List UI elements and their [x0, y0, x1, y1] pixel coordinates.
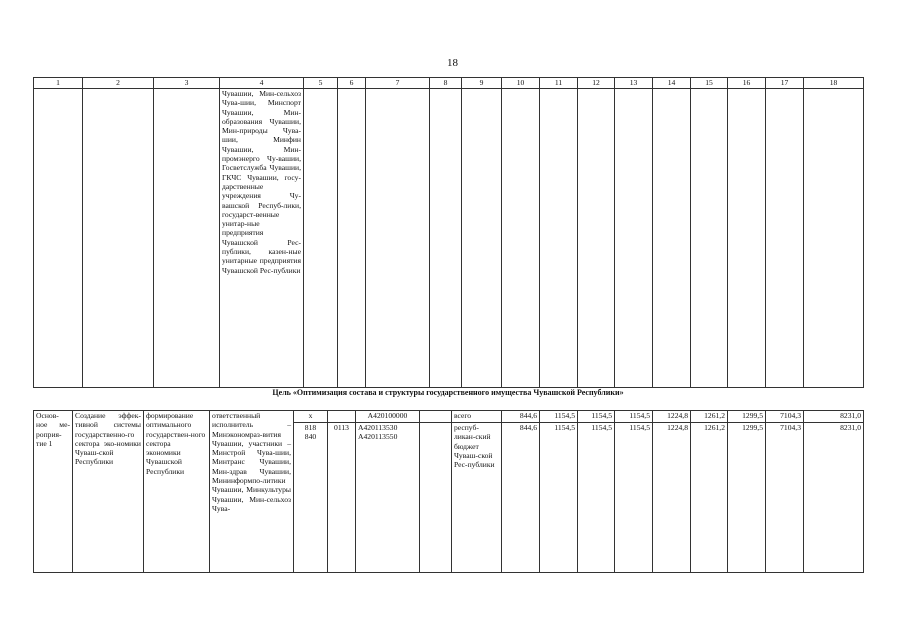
cell — [462, 89, 502, 388]
col-header: 13 — [615, 78, 653, 89]
col-header: 15 — [691, 78, 728, 89]
col-header: 7 — [366, 78, 430, 89]
section-code: 0113 — [328, 423, 356, 573]
col-header: 3 — [154, 78, 220, 89]
col-header: 17 — [766, 78, 804, 89]
section-code — [328, 411, 356, 423]
value-cell: 1224,8 — [653, 411, 691, 423]
table-main-activity — [33, 410, 864, 573]
value-cell: 1154,5 — [578, 423, 615, 573]
activity-label: Основ-ное ме-роприя-тие 1 — [34, 411, 73, 573]
activity-name: Создание эффек-тивной системы государственно-го сектора эко-номики Чуваш-ской Республики — [73, 411, 144, 573]
col-header: 8 — [430, 78, 462, 89]
value-cell: 8231,0 — [804, 411, 864, 423]
col-header: 10 — [502, 78, 540, 89]
cell — [338, 89, 366, 388]
cell — [34, 89, 83, 388]
value-cell: 1154,5 — [615, 411, 653, 423]
col-header: 1 — [34, 78, 83, 89]
col-header: 11 — [540, 78, 578, 89]
goal-heading: Цель «Оптимизация состава и структуры государственного имущества Чувашской Республики» — [272, 388, 624, 397]
activity-goal: формирование оптимального государствен-ного сектора экономики Чувашской Республики — [144, 411, 210, 573]
grbs-code — [294, 423, 328, 573]
value-cell: 1154,5 — [540, 423, 578, 573]
target-article-2: А420113550 — [358, 432, 398, 442]
col-header: 16 — [728, 78, 766, 89]
target-article: А420100000 — [356, 411, 420, 423]
cell — [304, 89, 338, 388]
cell — [366, 89, 430, 388]
value-cell: 1154,5 — [540, 411, 578, 423]
cell — [691, 89, 728, 388]
value-cell: 1299,5 — [728, 411, 766, 423]
cell — [728, 89, 766, 388]
cell — [154, 89, 220, 388]
value-cell: 1261,2 — [691, 411, 728, 423]
grbs-code: х — [294, 411, 328, 423]
expense-type — [420, 411, 452, 423]
cell — [430, 89, 462, 388]
value-cell: 7104,3 — [766, 423, 804, 573]
target-article-1: А420113530 — [358, 423, 398, 432]
col-header: 9 — [462, 78, 502, 89]
value-cell: 1154,5 — [615, 423, 653, 573]
col-header: 2 — [83, 78, 154, 89]
col-header: 14 — [653, 78, 691, 89]
funding-source: респуб-ликан-ский бюджет Чуваш-ской Рес-публики — [452, 423, 502, 573]
value-cell: 1299,5 — [728, 423, 766, 573]
value-cell: 1224,8 — [653, 423, 691, 573]
expense-type — [420, 423, 452, 573]
value-cell: 844,6 — [502, 423, 540, 573]
col-header: 6 — [338, 78, 366, 89]
continuation-row — [34, 89, 864, 388]
grbs-code-2: 840 — [304, 432, 317, 442]
grbs-code-1: 818 — [304, 423, 317, 432]
cell — [766, 89, 804, 388]
target-article — [356, 423, 420, 573]
cell — [653, 89, 691, 388]
cell — [502, 89, 540, 388]
value-cell: 8231,0 — [804, 423, 864, 573]
value-cell: 844,6 — [502, 411, 540, 423]
cell — [540, 89, 578, 388]
executors: ответственный исполнитель – Минэкономраз-вития Чувашии, участники – Минстрой Чува-шии, Минтранс Чувашии, Мин-здрав Чувашии, Мининформпо-литики Чувашии, Минкультуры Чувашии, Мин-сельхоз Чува- — [210, 411, 294, 573]
value-cell: 1261,2 — [691, 423, 728, 573]
value-cell: 1154,5 — [578, 411, 615, 423]
col-header: 12 — [578, 78, 615, 89]
col-header: 5 — [304, 78, 338, 89]
table-row — [34, 411, 864, 423]
table-continuation — [33, 77, 864, 388]
funding-source: всего — [452, 411, 502, 423]
col-header: 18 — [804, 78, 864, 89]
value-cell: 7104,3 — [766, 411, 804, 423]
participants-continued: Чувашии, Мин-сельхоз Чува-шии, Минспорт Чувашии, Мин-образования Чувашии, Мин-природы Чува-шии, Минфин Чувашии, Мин-промэнерго Чу-вашии, Госветслужба Чувашии, ГКЧС Чувашии, госу-дарственные учреждения Чу-вашской Респуб-лики, государст-венные унитар-ные предприятия Чувашской Рес-публики, казен-ные унитарные предприятия Чувашской Рес-публики — [220, 89, 304, 388]
cell — [615, 89, 653, 388]
col-header: 4 — [220, 78, 304, 89]
cell — [804, 89, 864, 388]
cell — [578, 89, 615, 388]
column-number-row — [34, 78, 864, 89]
page-number: 18 — [447, 57, 458, 69]
cell — [83, 89, 154, 388]
